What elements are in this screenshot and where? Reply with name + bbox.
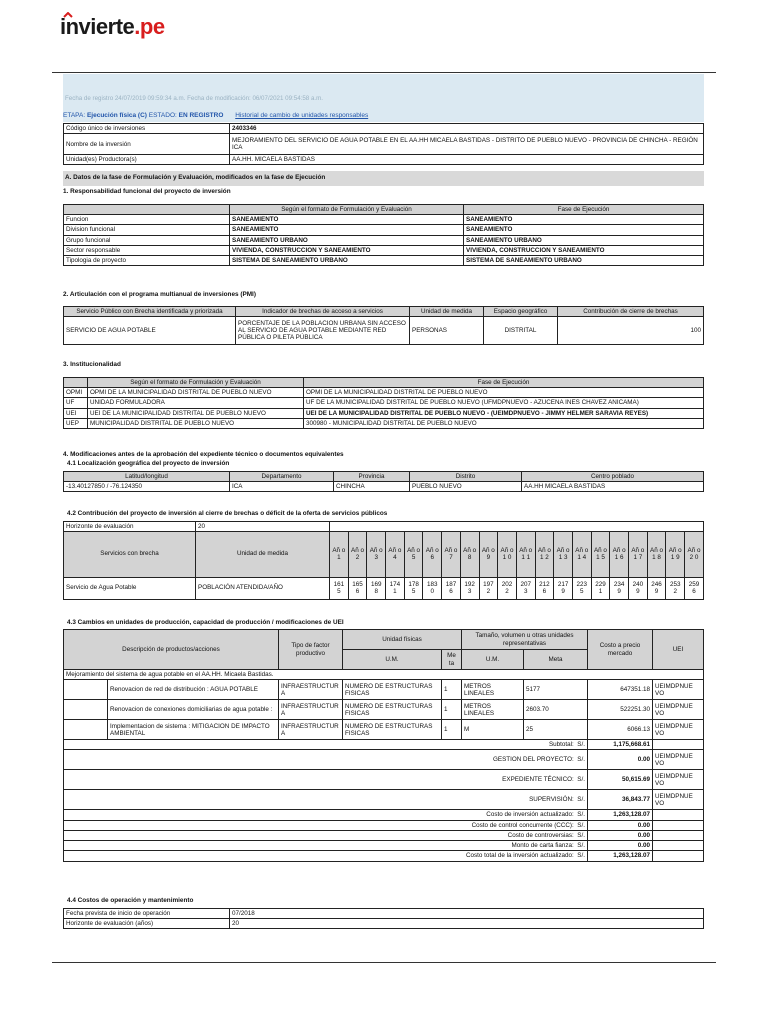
table-row: [64, 720, 704, 740]
cell: 217 9: [554, 578, 573, 600]
cell: Mejoramiento del sistema de agua potable en el AA.HH. Micaela Bastidas.: [64, 670, 704, 680]
table-row: [64, 578, 704, 600]
year-header: Añ o 1 9: [666, 532, 685, 578]
cell: [330, 522, 704, 532]
label: Subtotal:: [548, 741, 574, 749]
total-row: [64, 820, 704, 830]
label: SUPERVISIÓN:: [529, 796, 574, 804]
estado-label: ESTADO:: [148, 112, 177, 119]
cell: 1,263,128.07: [588, 810, 653, 820]
table-row: [64, 700, 704, 720]
cell: 174 1: [386, 578, 405, 600]
label: Costo de control concurrente (CCC):: [471, 821, 574, 829]
table-header: [64, 472, 704, 482]
year-header: Añ o 3: [367, 532, 386, 578]
cell: INFRAESTRUCTUR A: [279, 700, 343, 720]
checkmark-icon: [63, 12, 77, 20]
cell: U.M.: [462, 650, 524, 670]
s1-title: 1. Responsabilidad funcional del proyecto de inversión: [63, 188, 231, 195]
cell: SANEAMIENTO: [464, 215, 704, 225]
cell: METROS LINEALES: [462, 700, 524, 720]
cell: Fecha prevista de inicio de operación: [64, 909, 230, 919]
cell: Costo a precio mercado: [588, 630, 653, 670]
cell: Me ta: [442, 650, 462, 670]
cell: 161 5: [330, 578, 349, 600]
currency: S/.: [577, 756, 585, 764]
cell: 0.00: [588, 820, 653, 830]
cell: Renovacion de red de distribución : AGUA POTABLE: [108, 680, 279, 700]
cell: PUEBLO NUEVO: [410, 482, 522, 492]
total-row: [64, 830, 704, 840]
cell: [64, 750, 588, 770]
label: Costo total de la inversión actualizado:: [465, 852, 574, 860]
cell: SANEAMIENTO: [464, 225, 704, 235]
table-row: [64, 215, 704, 225]
cell: Código único de inversiones: [64, 124, 230, 134]
cell: NUMERO DE ESTRUCTURAS FISICAS: [343, 720, 442, 740]
currency: S/.: [577, 821, 585, 829]
cell: 192 3: [460, 578, 479, 600]
year-header: Añ o 1 2: [535, 532, 554, 578]
cell: Según el formato de Formulación y Evaluación: [230, 205, 464, 215]
cell: Horizonte de evaluación: [64, 522, 196, 532]
cell: Contribución de cierre de brechas: [558, 307, 704, 317]
responsabilidad-table: [63, 204, 704, 266]
extra-row: [64, 750, 704, 770]
cell: 0.00: [588, 830, 653, 840]
cell: UEIMDPNUE VO: [653, 770, 704, 790]
top-divider: [52, 72, 716, 73]
table-row: [64, 124, 704, 134]
cell: Meta: [524, 650, 588, 670]
cell: 2603.70: [524, 700, 588, 720]
cell: [64, 810, 588, 820]
etapa-value: Ejecución física (C): [86, 112, 147, 119]
cell: UEIMDPNUE VO: [653, 720, 704, 740]
cell: Fase de Ejecución: [304, 378, 704, 388]
cell: Espacio geográfico: [484, 307, 558, 317]
cell: 178 5: [404, 578, 423, 600]
cell: 6066.13: [588, 720, 653, 740]
s41-title: 4.1 Localización geográfica del proyecto de inversión: [67, 460, 230, 467]
cell: Unidad físicas: [343, 630, 462, 650]
cell: Tipo de factor productivo: [279, 630, 343, 670]
bottom-divider: [52, 962, 716, 963]
cell: Departamento: [230, 472, 334, 482]
cell: 240 9: [629, 578, 648, 600]
table-row: [64, 680, 704, 700]
year-header: Añ o 1 7: [629, 532, 648, 578]
cell: 20: [230, 919, 704, 929]
cell: 647351.18: [588, 680, 653, 700]
pmi-table: [63, 306, 704, 345]
currency: S/.: [577, 852, 585, 860]
cell: 212 6: [535, 578, 554, 600]
cell: 207 3: [516, 578, 535, 600]
table-row: [64, 245, 704, 255]
cell: [64, 851, 588, 861]
cell: UEIMDPNUE VO: [653, 700, 704, 720]
cell: UEIMDPNUE VO: [653, 680, 704, 700]
cell: [653, 820, 704, 830]
table-row: [64, 317, 704, 345]
cell: SANEAMIENTO: [230, 215, 464, 225]
label: Monto de carta fianza:: [511, 842, 574, 850]
cell: [64, 720, 108, 740]
year-header: Añ o 6: [423, 532, 442, 578]
cell: 300980 - MUNICIPALIDAD DISTRITAL DE PUEBLO NUEVO: [304, 418, 704, 428]
cell: 1: [442, 700, 462, 720]
cell: 25: [524, 720, 588, 740]
cell: 20: [196, 522, 330, 532]
cell: UEI: [64, 408, 88, 418]
cell: Descripción de productos/acciones: [64, 630, 279, 670]
table-row: [64, 256, 704, 266]
etapa-line: [63, 112, 368, 119]
cell: [64, 770, 588, 790]
cell: Centro poblado: [522, 472, 704, 482]
table-row: [64, 482, 704, 492]
cell: SERVICIO DE AGUA POTABLE: [64, 317, 236, 345]
cell: Grupo funcional: [64, 235, 230, 245]
cell: [653, 810, 704, 820]
cell: [64, 700, 108, 720]
cell: 197 2: [479, 578, 498, 600]
cell: UEI DE LA MUNICIPALIDAD DISTRITAL DE PUEBLO NUEVO: [88, 408, 304, 418]
logo-text: invierte: [60, 14, 135, 39]
table-header: [64, 378, 704, 388]
cell: [653, 851, 704, 861]
year-header: Añ o 1 0: [498, 532, 517, 578]
cell: UNIDAD FORMULADORA: [88, 398, 304, 408]
table-row: [64, 919, 704, 929]
cell: AA.HH MICAELA BASTIDAS: [522, 482, 704, 492]
cell: [64, 820, 588, 830]
table-row: [64, 134, 704, 155]
cell: UF DE LA MUNICIPALIDAD DISTRITAL DE PUEBLO NUEVO (UFMDPNUEVO - AZUCENA INES CHAVEZ ANICAMA): [304, 398, 704, 408]
year-header: Añ o 1 5: [591, 532, 610, 578]
table-header: [64, 630, 704, 650]
cell: UEI: [653, 630, 704, 670]
estado-value: EN REGISTRO: [178, 112, 224, 119]
table-header: [64, 307, 704, 317]
cell: 1: [442, 720, 462, 740]
year-header: Añ o 1 4: [572, 532, 591, 578]
subtotal-row: [64, 740, 704, 750]
cell: MUNICIPALIDAD DISTRITAL DE PUEBLO NUEVO: [88, 418, 304, 428]
cell: 169 8: [367, 578, 386, 600]
cell: 246 9: [647, 578, 666, 600]
s42-title: 4.2 Contribución del proyecto de inversión al cierre de brechas o déficit de la oferta de servicios públicos: [67, 510, 388, 517]
cell: Implementacion de sistema : MITIGACION DE IMPACTO AMBIENTAL: [108, 720, 279, 740]
cell: Según el formato de Formulación y Evaluación: [88, 378, 304, 388]
table-header: [64, 205, 704, 215]
cell: METROS LINEALES: [462, 680, 524, 700]
etapa-label: ETAPA:: [63, 112, 86, 119]
cell: UEIMDPNUE VO: [653, 750, 704, 770]
cell: UF: [64, 398, 88, 408]
costos-om-table: [63, 908, 704, 929]
s2-title: 2. Articulación con el programa multianual de inversiones (PMI): [63, 291, 256, 298]
cell: [64, 378, 88, 388]
cell: [64, 830, 588, 840]
cell: SISTEMA DE SANEAMIENTO URBANO: [464, 256, 704, 266]
cell: 50,615.69: [588, 770, 653, 790]
cell: MEJORAMIENTO DEL SERVICIO DE AGUA POTABLE EN EL AA.HH MICAELA BASTIDAS - DISTRITO DE PUEBLO NUEVO - PROVINCIA DE CHINCHA - REGIÓN ICA: [230, 134, 704, 155]
cell: INFRAESTRUCTUR A: [279, 720, 343, 740]
section-a-heading: A. Datos de la fase de Formulación y Evaluación, modificados en la fase de Ejecución: [63, 171, 704, 186]
cell: 1: [442, 680, 462, 700]
year-header: Añ o 1 6: [610, 532, 629, 578]
cell: Fase de Ejecución: [464, 205, 704, 215]
cell: [64, 841, 588, 851]
info-table: [63, 123, 704, 165]
cell: OPMI: [64, 388, 88, 398]
cell: U.M.: [343, 650, 442, 670]
cell: Division funcional: [64, 225, 230, 235]
cell: 0.00: [588, 841, 653, 851]
table-header: [64, 532, 704, 578]
cell: Unidad de medida: [410, 307, 484, 317]
logo-domain: .pe: [134, 14, 165, 39]
historial-link[interactable]: Historial de cambio de unidades responsables: [235, 112, 369, 119]
record-dates: Fecha de registro 24/07/2019 09:59:34 a.m. Fecha de modificación: 06/07/2021 09:54:58 a.m.: [65, 95, 323, 102]
cell: PERSONAS: [410, 317, 484, 345]
table-row: [64, 388, 704, 398]
cell: VIVIENDA, CONSTRUCCION Y SANEAMIENTO: [230, 245, 464, 255]
table-row: [64, 522, 704, 532]
cell: Tipologia de proyecto: [64, 256, 230, 266]
cell: UEP: [64, 418, 88, 428]
cell: SANEAMIENTO URBANO: [464, 235, 704, 245]
banner: [63, 74, 704, 122]
cell: SISTEMA DE SANEAMIENTO URBANO: [230, 256, 464, 266]
cell: Funcion: [64, 215, 230, 225]
cell: 522251.30: [588, 700, 653, 720]
currency: S/.: [577, 796, 585, 804]
document: [63, 74, 704, 928]
table-row: [64, 235, 704, 245]
brecha-table: [63, 521, 704, 600]
table-row: [64, 909, 704, 919]
cell: 1,263,128.07: [588, 851, 653, 861]
cell: Provincia: [334, 472, 410, 482]
unidades-table: [63, 629, 704, 862]
cell: [64, 205, 230, 215]
year-header: Añ o 1 8: [647, 532, 666, 578]
total-row: [64, 810, 704, 820]
cell: DISTRITAL: [484, 317, 558, 345]
cell: INFRAESTRUCTUR A: [279, 680, 343, 700]
label: GESTION DEL PROYECTO:: [492, 756, 574, 764]
table-row: [64, 225, 704, 235]
s43-title: 4.3 Cambios en unidades de producción, capacidad de producción / modificaciones de UEI: [67, 619, 344, 626]
cell: POBLACIÓN ATENDIDA/AÑO: [196, 578, 330, 600]
cell: NUMERO DE ESTRUCTURAS FISICAS: [343, 700, 442, 720]
total-row: [64, 851, 704, 861]
cell: 07/2018: [230, 909, 704, 919]
cell: 100: [558, 317, 704, 345]
cell: Nombre de la inversión: [64, 134, 230, 155]
cell: OPMI DE LA MUNICIPALIDAD DISTRITAL DE PUEBLO NUEVO: [304, 388, 704, 398]
cell: 0.00: [588, 750, 653, 770]
cell: Servicio de Agua Potable: [64, 578, 196, 600]
cell: 234 9: [610, 578, 629, 600]
cell: Servicio Público con Brecha identificada y priorizada: [64, 307, 236, 317]
cell: 187 6: [442, 578, 461, 600]
cell: 36,843.77: [588, 790, 653, 810]
year-header: Añ o 9: [479, 532, 498, 578]
table-row: [64, 418, 704, 428]
table-row: [64, 408, 704, 418]
label: EXPEDIENTE TÉCNICO:: [502, 776, 574, 784]
s4-title: 4. Modificaciones antes de la aprobación del expediente técnico o documentos equivalentes: [63, 451, 344, 458]
year-header: Añ o 4: [386, 532, 405, 578]
cell: Indicador de brechas de acceso a servicios: [236, 307, 410, 317]
cell: ICA: [230, 482, 334, 492]
cell: SANEAMIENTO: [230, 225, 464, 235]
institucionalidad-table: [63, 377, 704, 429]
cell: 5177: [524, 680, 588, 700]
table-row: [64, 155, 704, 165]
year-header: Añ o 2 0: [685, 532, 704, 578]
cell: VIVIENDA, CONSTRUCCION Y SANEAMIENTO: [464, 245, 704, 255]
label: Costo de inversión actualizado:: [486, 811, 574, 819]
cell: Horizonte de evaluación (años): [64, 919, 230, 929]
invierte-logo: [60, 14, 165, 40]
year-header: Añ o 5: [404, 532, 423, 578]
year-header: Añ o 1: [330, 532, 349, 578]
cell: [653, 841, 704, 851]
cell: [653, 830, 704, 840]
cell: OPMI DE LA MUNICIPALIDAD DISTRITAL DE PUEBLO NUEVO: [88, 388, 304, 398]
cell: [653, 740, 704, 750]
cell: 165 6: [348, 578, 367, 600]
cell: Servicios con brecha: [64, 532, 196, 578]
extra-row: [64, 790, 704, 810]
cell: UEIMDPNUE VO: [653, 790, 704, 810]
cell: [64, 790, 588, 810]
cell: 259 6: [685, 578, 704, 600]
table-row: [64, 670, 704, 680]
cell: NUMERO DE ESTRUCTURAS FISICAS: [343, 680, 442, 700]
currency: S/.: [577, 842, 585, 850]
cell: Sector responsable: [64, 245, 230, 255]
cell: Distrito: [410, 472, 522, 482]
year-header: Añ o 7: [442, 532, 461, 578]
cell: [64, 740, 588, 750]
localizacion-table: [63, 471, 704, 492]
currency: S/.: [577, 831, 585, 839]
currency: S/.: [577, 776, 585, 784]
total-row: [64, 841, 704, 851]
cell: M: [462, 720, 524, 740]
cell: PORCENTAJE DE LA POBLACION URBANA SIN ACCESO AL SERVICIO DE AGUA POTABLE MEDIANTE RED PÚBLICA O PILETA PÚBLICA: [236, 317, 410, 345]
cell: 183 0: [423, 578, 442, 600]
cell: 223 5: [572, 578, 591, 600]
cell: Unidad de medida: [196, 532, 330, 578]
cell: Latitud/longitud: [64, 472, 230, 482]
cell: Unidad(es) Productora(s): [64, 155, 230, 165]
cell: 2403346: [230, 124, 704, 134]
cell: [64, 680, 108, 700]
cell: 1,175,668.61: [588, 740, 653, 750]
label: Costo de controversias:: [507, 831, 574, 839]
s3-title: 3. Institucionalidad: [63, 361, 121, 368]
year-header: Añ o 2: [348, 532, 367, 578]
year-header: Añ o 8: [460, 532, 479, 578]
cell: -13.40127850 / -76.124350: [64, 482, 230, 492]
currency: S/.: [577, 741, 585, 749]
table-row: [64, 398, 704, 408]
cell: Renovacion de conexiones domiciliarias de agua potable :: [108, 700, 279, 720]
cell: UEI DE LA MUNICIPALIDAD DISTRITAL DE PUEBLO NUEVO - (UEIMDPNUEVO - JIMMY HELMER SARAVIA REYES): [304, 408, 704, 418]
year-header: Añ o 1 3: [554, 532, 573, 578]
cell: CHINCHA: [334, 482, 410, 492]
cell: SANEAMIENTO URBANO: [230, 235, 464, 245]
cell: Tamaño, volumen u otras unidades representativas: [462, 630, 588, 650]
cell: 253 2: [666, 578, 685, 600]
cell: AA.HH. MICAELA BASTIDAS: [230, 155, 704, 165]
extra-row: [64, 770, 704, 790]
cell: 229 1: [591, 578, 610, 600]
currency: S/.: [577, 811, 585, 819]
year-header: Añ o 1 1: [516, 532, 535, 578]
s44-title: 4.4 Costos de operación y mantenimiento: [67, 897, 194, 904]
cell: 202 2: [498, 578, 517, 600]
